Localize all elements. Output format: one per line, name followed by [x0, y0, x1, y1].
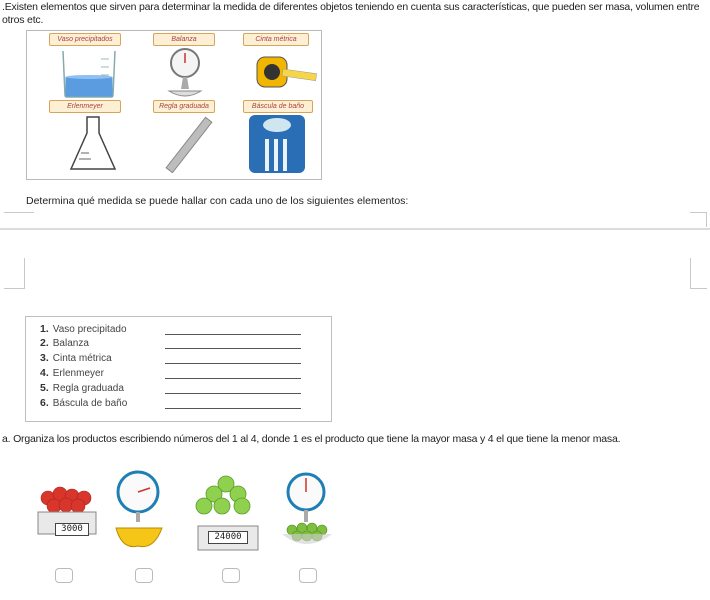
- label-tape: Cinta métrica: [243, 33, 309, 46]
- instruments-figure: [26, 30, 322, 180]
- rank-box-1[interactable]: [55, 568, 73, 583]
- erlenmeyer-icon: [67, 113, 119, 175]
- rank-box-3[interactable]: [222, 568, 240, 583]
- list-item: 4. Erlenmeyer: [40, 367, 104, 379]
- bracket-bottom-left: [4, 258, 25, 289]
- bathroom-scale-icon: [245, 113, 309, 175]
- intro-paragraph: .Existen elementos que sirven para determinar la medida de diferentes objetos teniendo en cuenta sus características, que pueden ser masa, volumen entre otros etc.: [2, 1, 700, 26]
- label-ruler: Regla graduada: [153, 100, 215, 113]
- bananas-scale-icon: [112, 466, 166, 552]
- tape-measure-icon: [253, 49, 319, 95]
- grapes-scale-icon: [280, 468, 334, 554]
- task-paragraph: a. Organiza los productos escribiendo números del 1 al 4, donde 1 es el producto que tiene la mayor masa y 4 el que tiene la menor masa.: [2, 433, 621, 445]
- section-divider: [0, 228, 710, 230]
- answer-line-3[interactable]: [165, 363, 301, 364]
- answer-line-1[interactable]: [165, 334, 301, 335]
- balance-icon: [165, 45, 205, 99]
- answer-line-6[interactable]: [165, 408, 301, 409]
- bracket-bottom-right: [690, 258, 707, 289]
- list-item: 3. Cinta métrica: [40, 352, 112, 364]
- ruler-icon: [157, 115, 223, 173]
- list-item: 6. Báscula de baño: [40, 397, 128, 409]
- scale-display-apples: 24000: [208, 531, 248, 544]
- rank-box-4[interactable]: [299, 568, 317, 583]
- list-item: 2. Balanza: [40, 337, 89, 349]
- label-beaker: Vaso precipitados: [49, 33, 121, 46]
- bracket-top-right: [690, 212, 707, 227]
- label-balance: Balanza: [153, 33, 215, 46]
- list-item: 5. Regla graduada: [40, 382, 124, 394]
- scale-display-tomatoes: 3000: [55, 523, 89, 536]
- label-flask: Erlenmeyer: [49, 100, 121, 113]
- question-text: Determina qué medida se puede hallar con cada uno de los siguientes elementos:: [26, 195, 409, 207]
- answer-line-5[interactable]: [165, 393, 301, 394]
- bracket-top-left: [4, 212, 34, 227]
- answer-line-2[interactable]: [165, 348, 301, 349]
- answer-line-4[interactable]: [165, 378, 301, 379]
- beaker-icon: [57, 47, 121, 99]
- list-item: 1. Vaso precipitado: [40, 323, 127, 335]
- rank-box-2[interactable]: [135, 568, 153, 583]
- label-scale: Báscula de baño: [243, 100, 313, 113]
- answer-list: [25, 316, 332, 422]
